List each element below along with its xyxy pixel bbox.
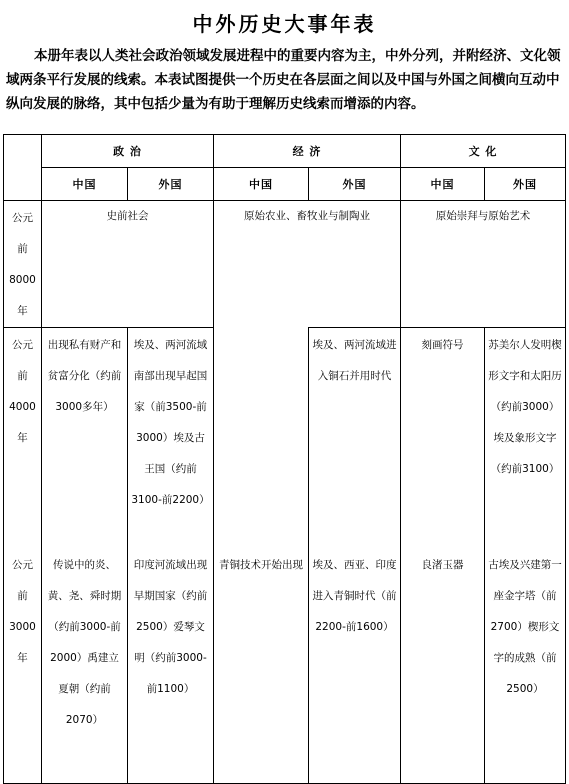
- timeline-table: [3, 134, 566, 784]
- header-culture-foreign: 外国: [485, 168, 566, 201]
- economy-merged-cell: 原始农业、畜牧业与制陶业: [214, 201, 401, 328]
- table-row: [4, 328, 566, 548]
- economy-foreign-cell: 埃及、两河流域进入铜石并用时代: [309, 328, 401, 548]
- culture-foreign-cell: 苏美尔人发明楔形文字和太阳历（约前3000）埃及象形文字（约前3100）: [485, 328, 566, 548]
- culture-merged-cell: 原始崇拜与原始艺术: [401, 201, 566, 328]
- header-economy: 经 济: [214, 135, 401, 168]
- header-era-corner: [4, 135, 42, 201]
- header-politics-china: 中国: [42, 168, 128, 201]
- header-culture-china: 中国: [401, 168, 485, 201]
- culture-china-cell: 良渚玉器: [401, 548, 485, 784]
- table-row: [4, 548, 566, 784]
- politics-china-cell: 传说中的炎、黄、尧、舜时期（约前3000-前2000）禹建立夏朝（约前2070）: [42, 548, 128, 784]
- economy-foreign-cell: 埃及、西亚、印度进入青铜时代（前2200-前1600）: [309, 548, 401, 784]
- economy-china-cell: 青铜技术开始出现: [214, 548, 309, 784]
- header-economy-china: 中国: [214, 168, 309, 201]
- era-cell: 公元前8000年: [4, 201, 42, 328]
- culture-china-cell: 刻画符号: [401, 328, 485, 548]
- culture-foreign-cell: 古埃及兴建第一座金字塔（前2700）楔形文字的成熟（前2500）: [485, 548, 566, 784]
- economy-china-cell: [214, 328, 309, 548]
- header-culture: 文 化: [401, 135, 566, 168]
- politics-foreign-cell: 印度河流域出现早期国家（约前2500）爱琴文明（约前3000-前1100）: [128, 548, 214, 784]
- era-cell: 公元前3000年: [4, 548, 42, 784]
- page-title: 中外历史大事年表: [192, 12, 377, 36]
- header-economy-foreign: 外国: [309, 168, 401, 201]
- header-politics: 政 治: [42, 135, 214, 168]
- era-cell: 公元前4000年: [4, 328, 42, 548]
- politics-merged-cell: 史前社会: [42, 201, 214, 328]
- politics-china-cell: 出现私有财产和贫富分化（约前3000多年）: [42, 328, 128, 548]
- table-row: [4, 201, 566, 328]
- intro-paragraph: 本册年表以人类社会政治领域发展进程中的重要内容为主，中外分列，并附经济、文化领域两条平行发展的线索。本表试图提供一个历史在各层面之间以及中国与外国之间横向互动中纵向发展的脉络，其中包括少量为有助于理解历史线索而增添的内容。: [6, 48, 561, 112]
- politics-foreign-cell: 埃及、两河流域南部出现早起国家（前3500-前3000）埃及古王国（约前3100-前2200）: [128, 328, 214, 548]
- header-politics-foreign: 外国: [128, 168, 214, 201]
